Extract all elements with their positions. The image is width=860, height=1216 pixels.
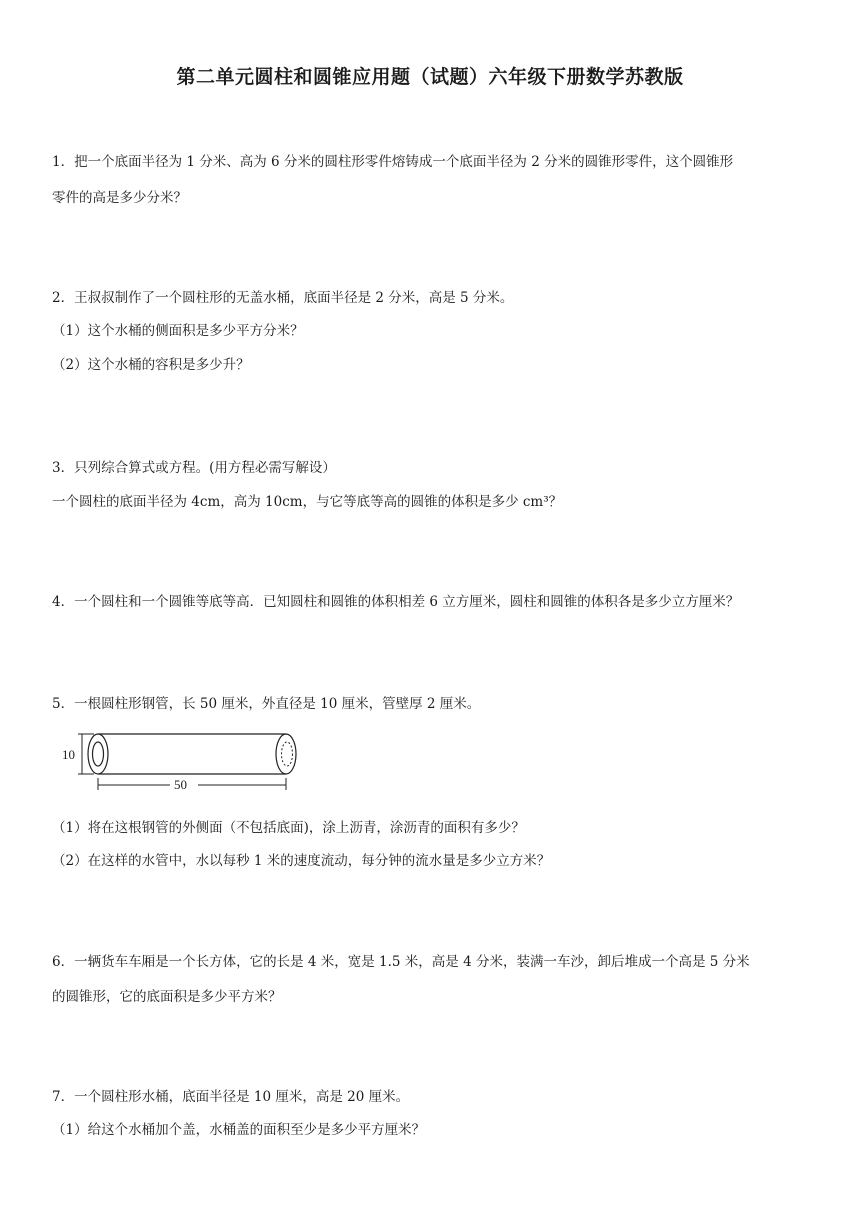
question-1-line-1: 1．把一个底面半径为 1 分米、高为 6 分米的圆柱形零件熔铸成一个底面半径为 2 分米的圆锥形零件，这个圆锥形 [52, 154, 734, 170]
question-2-sub-1: （1）这个水桶的侧面积是多少平方分米？ [52, 323, 304, 339]
question-2-line-1: 2．王叔叔制作了一个圆柱形的无盖水桶，底面半径是 2 分米，高是 5 分米。 [52, 290, 514, 306]
question-1-line-2: 零件的高是多少分米？ [52, 190, 187, 206]
question-6-line-2: 的圆锥形，它的底面积是多少平方米？ [52, 989, 282, 1005]
question-7-line-1: 7．一个圆柱形水桶，底面半径是 10 厘米，高是 20 厘米。 [52, 1089, 410, 1105]
question-6-line-1: 6．一辆货车车厢是一个长方体，它的长是 4 米，宽是 1.5 米，高是 4 分米，装满一车沙，卸后堆成一个高是 5 分米 [52, 954, 750, 970]
question-5-line-1: 5．一根圆柱形钢管，长 50 厘米，外直径是 10 厘米，管壁厚 2 厘米。 [52, 696, 481, 712]
question-3-line-1: 3．只列综合算式或方程。(用方程必需写解设） [52, 460, 336, 476]
question-3-line-2: 一个圆柱的底面半径为 4cm，高为 10cm，与它等底等高的圆锥的体积是多少 cm³？ [52, 494, 563, 510]
length-label: 50 [174, 777, 187, 792]
question-2-sub-2: （2）这个水桶的容积是多少升？ [52, 357, 250, 373]
page-title: 第二单元圆柱和圆锥应用题（试题）六年级下册数学苏教版 [176, 66, 684, 88]
diameter-label: 10 [62, 747, 75, 762]
question-5-sub-2: （2）在这样的水管中，水以每秒 1 米的速度流动，每分钟的流水量是多少立方米？ [52, 853, 551, 869]
question-5-sub-1: （1）将在这根钢管的外侧面（不包括底面)，涂上沥青，涂沥青的面积有多少？ [52, 820, 525, 836]
question-4-line-1: 4．一个圆柱和一个圆锥等底等高．已知圆柱和圆锥的体积相差 6 立方厘米，圆柱和圆锥的体积各是多少立方厘米？ [52, 594, 740, 610]
steel-pipe-figure [58, 728, 308, 792]
question-7-sub-1: （1）给这个水桶加个盖，水桶盖的面积至少是多少平方厘米？ [52, 1122, 426, 1138]
